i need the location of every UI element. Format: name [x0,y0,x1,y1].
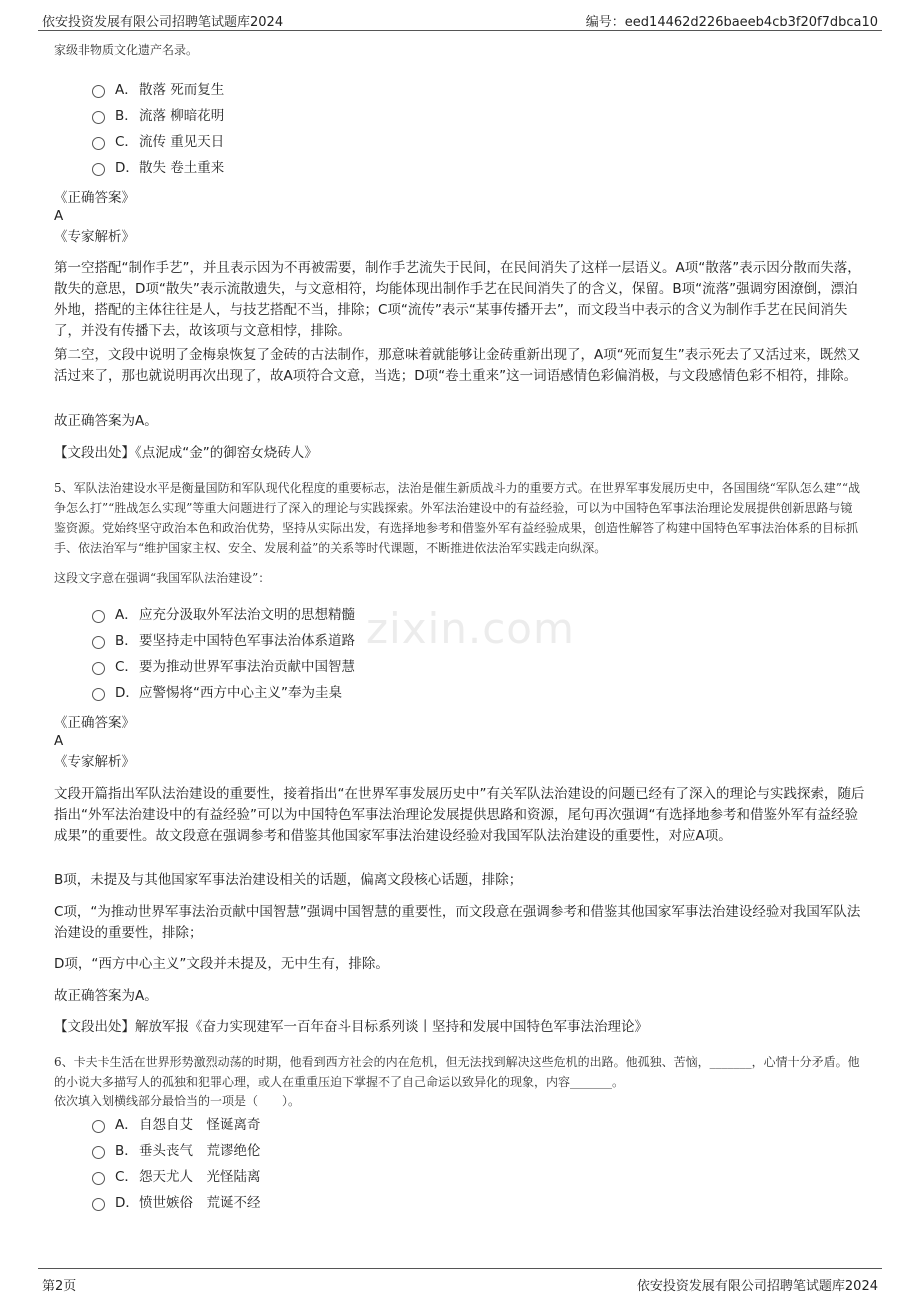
header-doc-id: 编号：eed14462d226baeeb4cb3f20f7dbca10 [585,15,878,30]
q4-analysis-para-1: 第一空搭配“制作手艺”，并且表示因为不再被需要，制作手艺流失于民间，在民间消失了这样一层语义。A项“散落”表示因分散而失落，散失的意思，D项“散失”表示流散遗失，与文意相符，均能体现出制作手艺在民间消失了的含义，保留。B项“流落”强调穷困潦倒，漂泊外地，搭配的主体往往是人，与技艺搭配不当，排除；C项“流传”表示“某事传播开去”，而文段当中表示的含义为制作手艺在民间消失了，并没有传播下去，故该项与文意相悖，排除。 [54,260,861,339]
option-text: 应充分汲取外军法治文明的思想精髓 [139,607,355,623]
q4-source: 【文段出处】《点泥成“金”的御窑女烧砖人》 [54,445,318,461]
radio-icon[interactable] [92,610,105,623]
q5-option-a[interactable] [92,600,355,626]
option-letter: A． [115,1117,138,1133]
q5-question-text: 5、军队法治建设水平是衡量国防和军队现代化程度的重要标志，法治是催生新质战斗力的重要方式。在世界军事发展历史中，各国围绕“军队怎么建”“战争怎么打”“胜战怎么实现”等重大问题进行了深入的理论与实践探索。外军法治建设中的有益经验，可以为中国特色军事法治理论发展提供创新思路与镜鉴资源。党始终坚守政治本色和政治优势，坚持从实际出发，有选择地参考和借鉴外军有益经验成果，创造性解答了构建中国特色军事法治体系的目标抓手、依法治军与“维护国家主权、安全、发展利益”的关系等时代课题，不断推进依法治军实践走向纵深。 [54,481,861,555]
q4-intro-tail: 家级非物质文化遗产名录。 [54,43,199,57]
q5-option-d[interactable] [92,678,355,704]
q5-answer: A [54,733,64,749]
q4-analysis-para-2: 第二空，文段中说明了金梅泉恢复了金砖的古法制作，那意味着就能够让金砖重新出现了，A项“死而复生”表示死去了又活过来，既然又活过来了，那也就说明再次出现了，故A项符合文意，当选；D项“卷土重来”这一词语感情色彩偏消极，与文段感情色彩不相符，排除。 [54,347,861,384]
q5-option-c[interactable] [92,652,355,678]
option-text: 要为推动世界军事法治贡献中国智慧 [139,659,355,675]
q5-options [92,600,355,704]
q5-conclusion: 故正确答案为A。 [54,988,158,1004]
radio-icon[interactable] [92,111,105,124]
radio-icon[interactable] [92,1198,105,1211]
q5-option-b[interactable] [92,626,355,652]
radio-icon[interactable] [92,163,105,176]
q6-prompt: 依次填入划横线部分最恰当的一项是（ ）。 [54,1094,301,1108]
radio-icon[interactable] [92,636,105,649]
radio-icon[interactable] [92,662,105,675]
option-letter: C． [115,134,138,150]
q6-options [92,1110,261,1214]
option-letter: D． [115,1195,139,1211]
option-letter: B． [115,633,138,649]
q5-analysis-para-1: 文段开篇指出军队法治建设的重要性，接着指出“在世界军事发展历史中”有关军队法治建设的问题已经有了深入的理论与实践探索，随后指出“外军法治建设中的有益经验”可以为中国特色军事法治理论发展提供思路和资源，尾句再次强调“有选择地参考和借鉴外军有益经验成果”的重要性。故文段意在强调参考和借鉴其他国家军事法治建设经验对我国军队法治建设的重要性，对应A项。 [54,786,865,844]
q6-option-d[interactable] [92,1188,261,1214]
option-letter: A． [115,82,138,98]
q4-options [92,75,224,179]
page-header [38,8,882,31]
radio-icon[interactable] [92,85,105,98]
radio-icon[interactable] [92,1120,105,1133]
option-letter: A． [115,607,138,623]
q6-option-a[interactable] [92,1110,261,1136]
option-text: 散落 死而复生 [139,82,225,98]
analysis-label: 《专家解析》 [54,229,135,245]
page-footer [38,1268,882,1295]
radio-icon[interactable] [92,688,105,701]
option-letter: C． [115,659,138,675]
q5-analysis-para-3: C项，“为推动世界军事法治贡献中国智慧”强调中国智慧的重要性，而文段意在强调参考和借鉴其他国家军事法治建设经验对我国军队法治建设的重要性，排除； [54,904,861,941]
option-text: 愤世嫉俗 荒诞不经 [139,1195,261,1211]
footer-title: 依安投资发展有限公司招聘笔试题库2024 [636,1279,878,1294]
radio-icon[interactable] [92,1172,105,1185]
watermark: zixin.com [366,604,575,653]
q5-analysis-para-2: B项，未提及与其他国家军事法治建设相关的话题，偏离文段核心话题，排除； [54,872,523,888]
radio-icon[interactable] [92,1146,105,1159]
q4-option-b[interactable] [92,101,224,127]
q5-prompt: 这段文字意在强调“我国军队法治建设”： [54,571,271,585]
option-text: 垂头丧气 荒谬绝伦 [139,1143,261,1159]
option-text: 应警惕将“西方中心主义”奉为圭臬 [139,685,342,701]
option-text: 散失 卷土重来 [139,160,225,176]
q4-option-c[interactable] [92,127,224,153]
q6-question-text: 6、卡夫卡生活在世界形势激烈动荡的时期，他看到西方社会的内在危机，但无法找到解决这些危机的出路。他孤独、苦恼，_______，心情十分矛盾。他的小说大多描写人的孤独和犯罪心理，或人在重重压迫下掌握不了自己命运以致异化的现象，内容_______。 [54,1055,860,1089]
q4-answer: A [54,208,64,224]
option-text: 怨天尤人 光怪陆离 [139,1169,261,1185]
option-text: 要坚持走中国特色军事法治体系道路 [139,633,355,649]
q4-option-d[interactable] [92,153,224,179]
option-letter: D． [115,685,139,701]
answer-label: 《正确答案》 [54,190,135,206]
option-letter: C． [115,1169,138,1185]
q6-option-c[interactable] [92,1162,261,1188]
q4-conclusion: 故正确答案为A。 [54,413,158,429]
q4-option-a[interactable] [92,75,224,101]
q6-option-b[interactable] [92,1136,261,1162]
header-title: 依安投资发展有限公司招聘笔试题库2024 [42,15,284,30]
q5-analysis-para-4: D项，“西方中心主义”文段并未提及，无中生有，排除。 [54,956,389,972]
option-text: 流传 重见天日 [139,134,225,150]
page-number: 第2页 [42,1279,77,1294]
option-letter: B． [115,108,138,124]
option-text: 自怨自艾 怪诞离奇 [139,1117,261,1133]
analysis-label: 《专家解析》 [54,754,135,770]
answer-label: 《正确答案》 [54,715,135,731]
q5-source: 【文段出处】解放军报《奋力实现建军一百年奋斗目标系列谈丨坚持和发展中国特色军事法治理论》 [54,1019,648,1035]
radio-icon[interactable] [92,137,105,150]
option-letter: B． [115,1143,138,1159]
option-letter: D． [115,160,139,176]
option-text: 流落 柳暗花明 [139,108,225,124]
